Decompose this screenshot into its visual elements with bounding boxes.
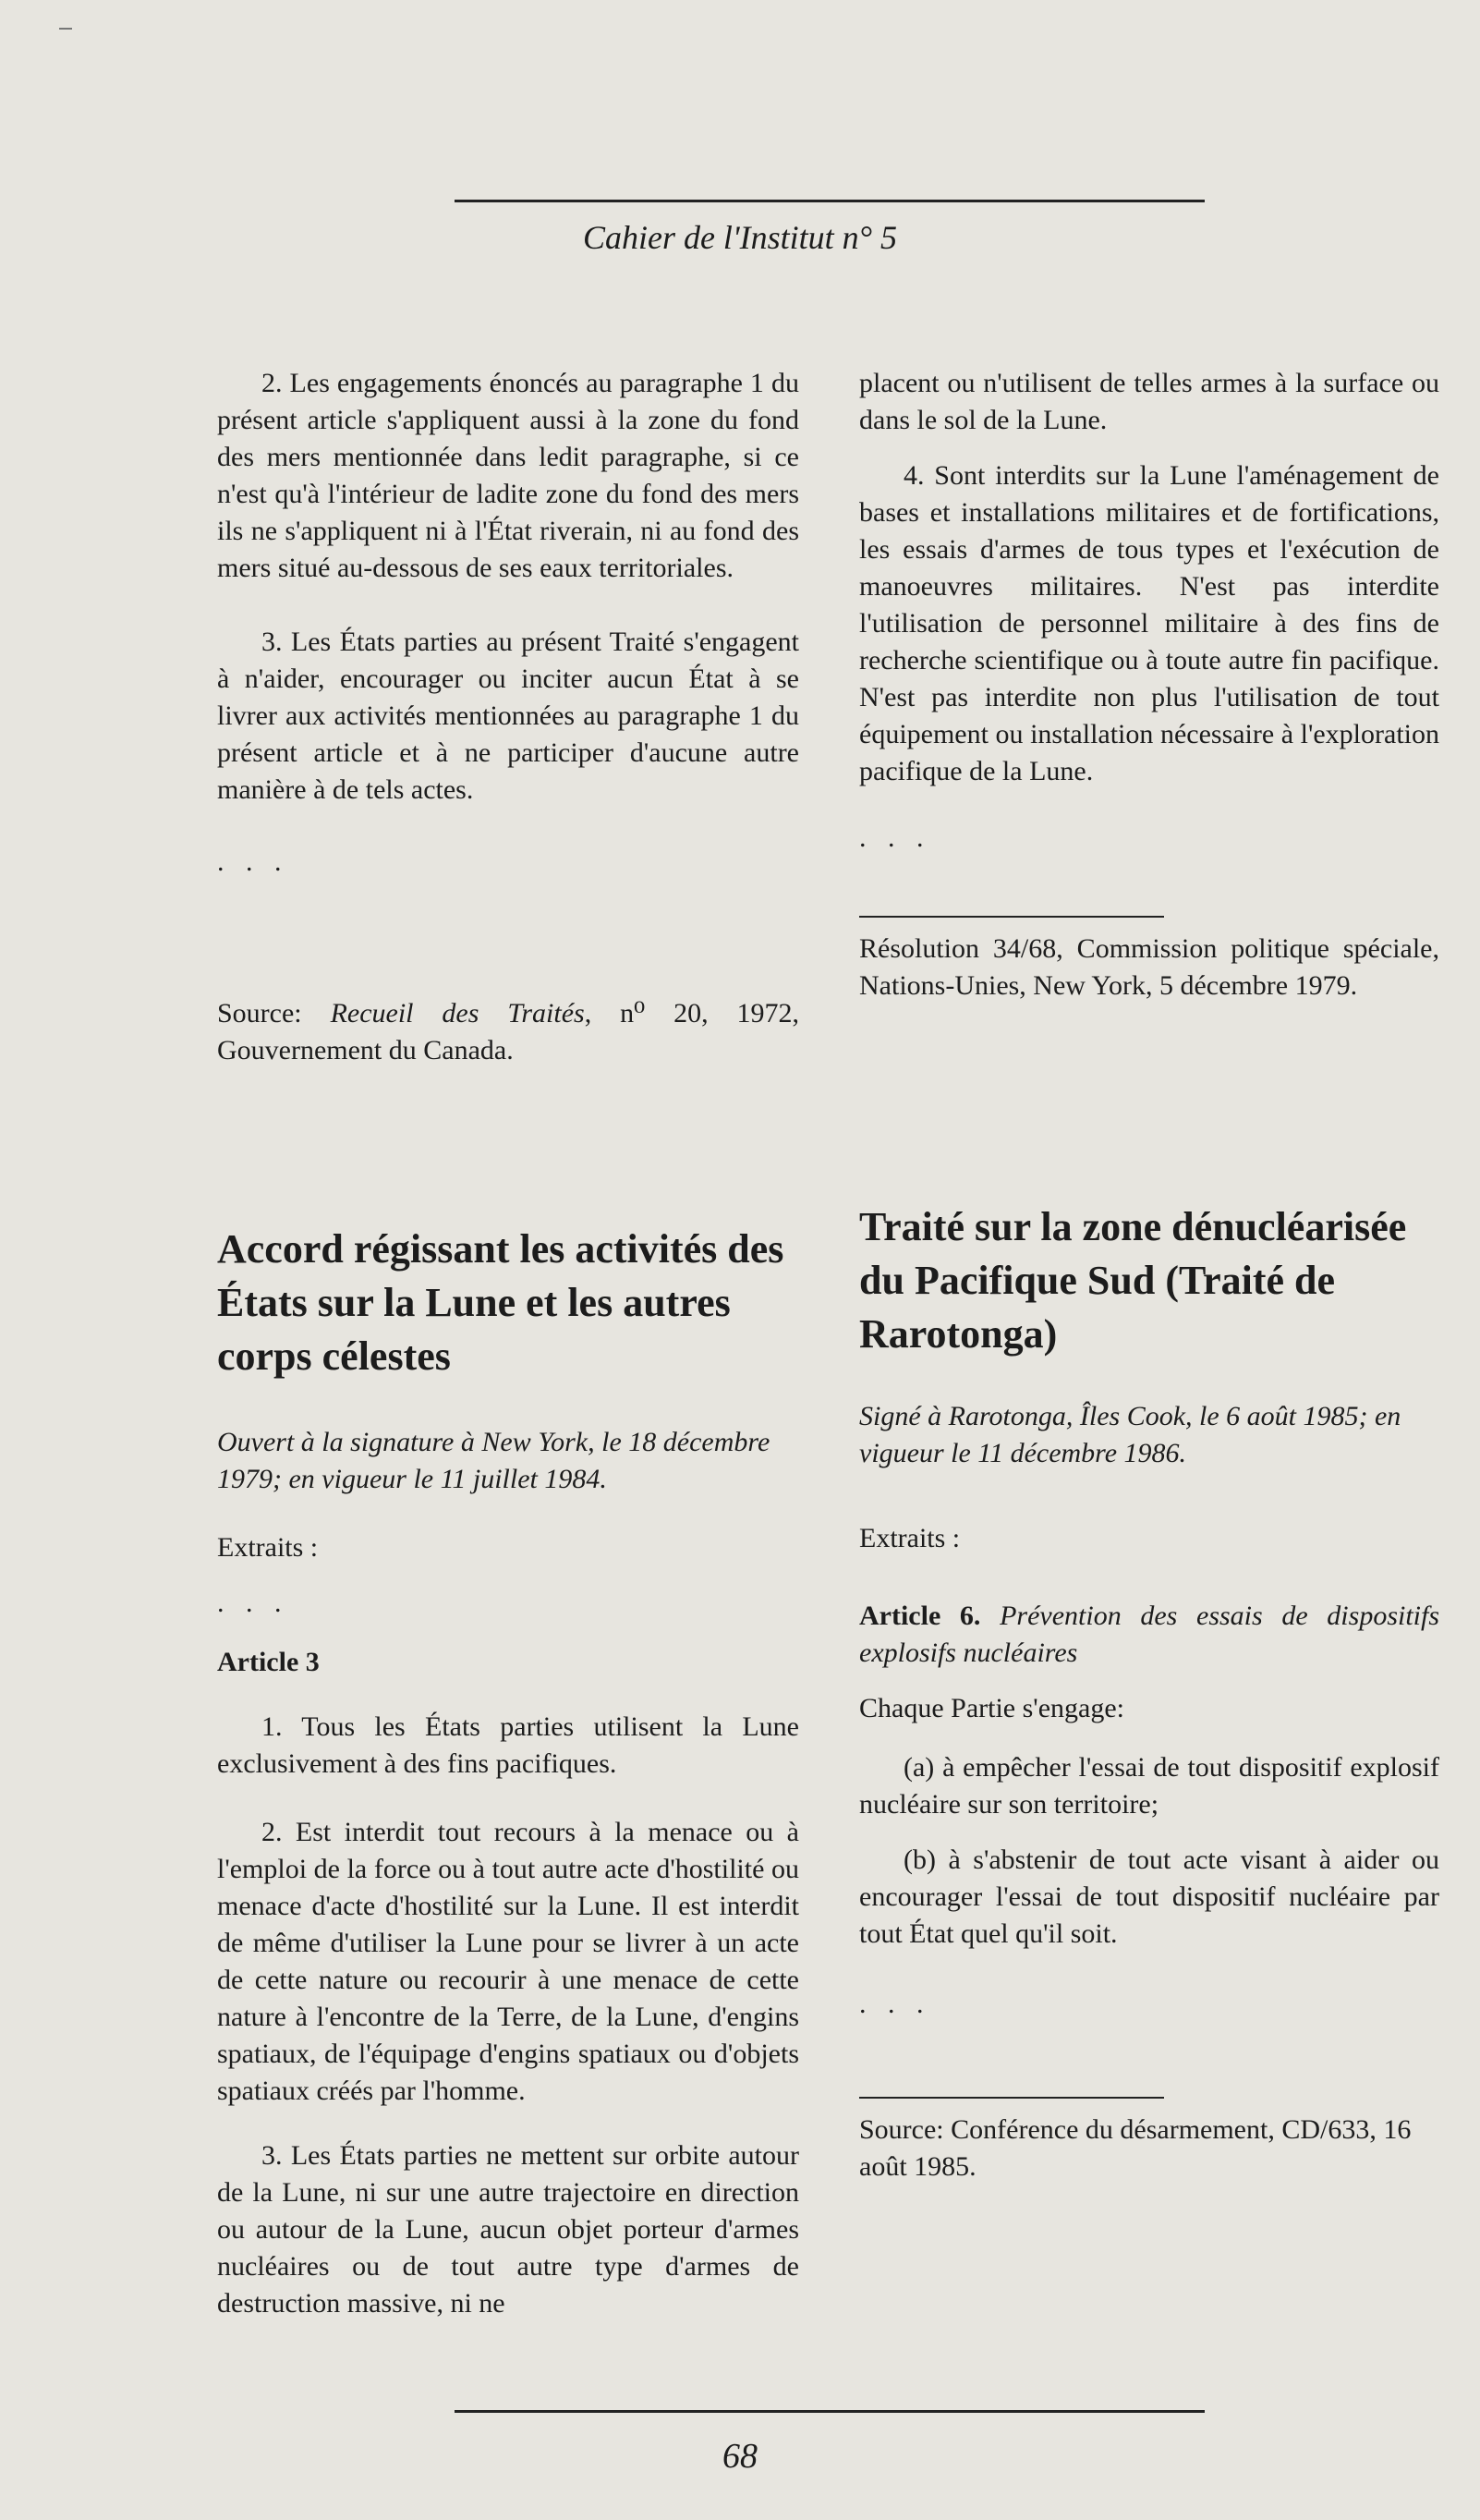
source-citation: Source: Conférence du désarmement, CD/633, 16 août 1985.	[859, 2114, 1412, 2182]
paragraph-4: 4. Sont interdits sur la Lune l'aménagement de bases et installations militaires et de fortifications, les essais d'armes de tous types et l'exécution de manoeuvres militaires. N'est pas interdite l'utilisation de personnel militaire à des fins de recherche scientifique ou à toute autre fin pacifique. N'est pas interdite non plus l'utilisation de tout équipement ou installation nécessaire à l'exploration pacifique de la Lune.	[859, 460, 1439, 786]
running-header: Cahier de l'Institut n° 5	[582, 219, 898, 256]
continued-paragraph: placent ou n'utilisent de telles armes à la surface ou dans le sol de la Lune.	[859, 368, 1439, 435]
source-rule	[859, 916, 1164, 918]
chaque-partie: Chaque Partie s'engage:	[859, 1693, 1124, 1723]
paragraph-2: 2. Les engagements énoncés au paragraphe 1 du présent article s'appliquent aussi à la zone du fond des mers mentionnée dans ledit paragraphe, si ce n'est qu'à l'intérieur de ladite zone du fond des mers ils ne s'appliquent ni à l'État riverain, ni au fond des mers situé au-dessous de ses eaux territoriales.	[217, 368, 799, 583]
ellipsis: . . .	[859, 822, 931, 853]
ellipsis: . . .	[859, 1989, 931, 2019]
header-rule	[455, 200, 1205, 202]
item-b: (b) à s'abstenir de tout acte visant à aider ou encourager l'essai de tout dispositif nucléaire par tout État quel qu'il soit.	[859, 1844, 1439, 1949]
extraits-label: Extraits :	[859, 1523, 961, 1553]
traite-title: Traité sur la zone dénucléarisée du Pacifique Sud (Traité de Rarotonga)	[859, 1204, 1407, 1357]
accord-title: Accord régissant les activités des États sur la Lune et les autres corps célestes	[217, 1226, 784, 1379]
article-6-heading: Article 6. Prévention des essais de dispositifs explosifs nucléaires	[859, 1601, 1440, 1668]
source-citation: Source: Recueil des Traités, n⁰ 20, 1972, Gouvernement du Canada.	[217, 998, 799, 1065]
extraits-label: Extraits :	[217, 1532, 319, 1563]
item-a: (a) à empêcher l'essai de tout dispositif explosif nucléaire sur son territoire;	[859, 1752, 1439, 1820]
ellipsis: . . .	[217, 846, 289, 877]
source-rule	[859, 2097, 1164, 2099]
page-number: 68	[722, 2437, 758, 2476]
article-3-paragraph-2: 2. Est interdit tout recours à la menace ou à l'emploi de la force ou à tout autre acte d'hostilité ou menace d'acte d'hostilité sur la Lune. Il est interdit de même d'utiliser la Lune pour se livrer à un acte de cette nature ou recourir à une menace de cette nature à l'encontre de la Terre, de la Lune, d'engins spatiaux, de l'équipage d'engins spatiaux ou d'objets spatiaux créés par l'homme.	[217, 1817, 799, 2106]
resolution-citation: Résolution 34/68, Commission politique spéciale, Nations-Unies, New York, 5 décembre 1979.	[859, 933, 1439, 1001]
article-3-paragraph-3: 3. Les États parties ne mettent sur orbite autour de la Lune, ni sur une autre trajectoire en direction ou autour de la Lune, aucun objet porteur d'armes nucléaires ou de tout autre type d'armes de destruction massive, ni ne	[217, 2140, 799, 2319]
paragraph-3: 3. Les États parties au présent Traité s'engagent à n'aider, encourager ou inciter aucun État à se livrer aux activités mentionnées au paragraphe 1 du présent article et à ne participer d'aucune autre manière à de tels actes.	[217, 627, 799, 805]
page-mark	[59, 28, 72, 30]
left-column	[217, 365, 799, 2322]
ellipsis: . . .	[217, 1588, 289, 1618]
article-3-heading: Article 3	[217, 1647, 320, 1677]
traite-subtitle: Signé à Rarotonga, Îles Cook, le 6 août 1985; en vigueur le 11 décembre 1986.	[859, 1401, 1401, 1468]
article-3-paragraph-1: 1. Tous les États parties utilisent la Lune exclusivement à des fins pacifiques.	[217, 1711, 799, 1779]
accord-subtitle: Ouvert à la signature à New York, le 18 décembre 1979; en vigueur le 11 juillet 1984.	[217, 1427, 770, 1494]
right-column	[859, 365, 1439, 2185]
footer-rule	[455, 2410, 1205, 2413]
